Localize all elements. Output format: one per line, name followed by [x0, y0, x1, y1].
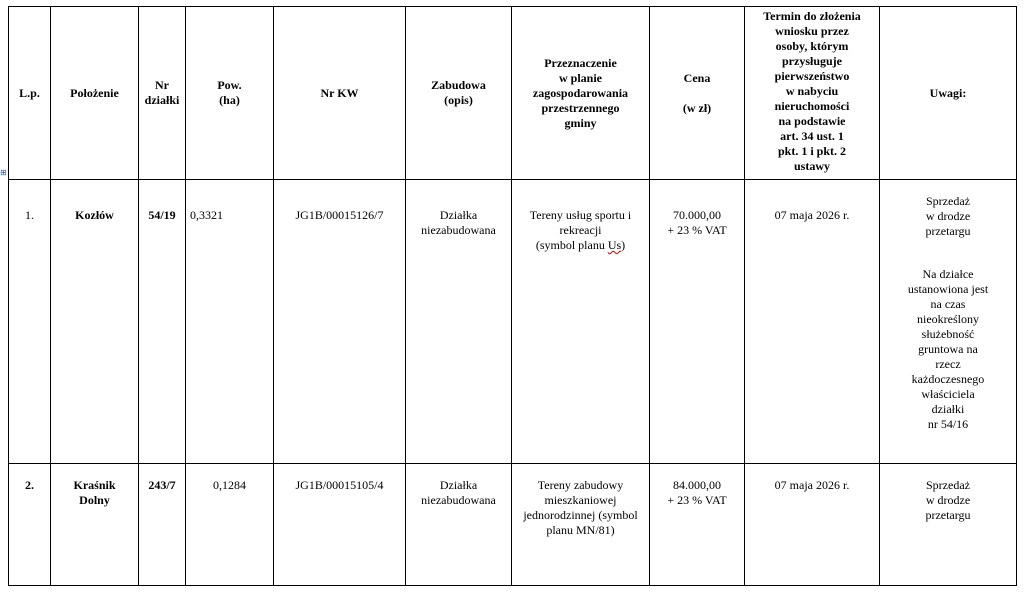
- header-termin: Termin do złożenia wniosku przez osoby, którym przysługuje pierwszeństwo w nabyciu nieruchomości na podstawie art. 34 ust. 1 pkt. 1 i pkt. 2 ustawy: [745, 7, 880, 180]
- cell-polozenie: Kozłów: [51, 180, 139, 464]
- header-przeznaczenie: Przeznaczenie w planie zagospodarowania przestrzennego gminy: [512, 7, 650, 180]
- cell-cena: 84.000,00 + 23 % VAT: [650, 464, 745, 586]
- uwagi-easement-note: Na działce ustanowiona jest na czas nieokreślony służebność gruntowa na rzecz każdoczesnego właściciela działki nr 54/16: [907, 267, 989, 431]
- header-polozenie: Położenie: [51, 7, 139, 180]
- cell-polozenie: Kraśnik Dolny: [51, 464, 139, 586]
- property-sale-table: [8, 6, 1017, 586]
- uwagi-sale-note: Sprzedaż w drodze przetargu: [925, 194, 971, 238]
- header-pow: Pow. (ha): [186, 7, 274, 180]
- przeznaczenie-text: Tereny usług sportu i rekreacji (symbol planu: [529, 208, 632, 252]
- header-uwagi: Uwagi:: [880, 7, 1017, 180]
- cell-lp: 1.: [9, 180, 51, 464]
- table-row: [9, 464, 1017, 586]
- cell-nr-dzialki: 243/7: [139, 464, 186, 586]
- cell-lp: 2.: [9, 464, 51, 586]
- cell-termin: 07 maja 2026 r.: [745, 464, 880, 586]
- cell-przeznaczenie: Tereny zabudowy mieszkaniowej jednorodzinnej (symbol planu MN/81): [512, 464, 650, 586]
- cell-pow: 0,1284: [186, 464, 274, 586]
- cell-nr-kw: JG1B/00015126/7: [274, 180, 406, 464]
- cell-uwagi: [880, 180, 1017, 464]
- table-header-row: [9, 7, 1017, 180]
- cell-uwagi: Sprzedaż w drodze przetargu: [880, 464, 1017, 586]
- table-row: [9, 180, 1017, 464]
- cell-zabudowa: Działka niezabudowana: [406, 180, 512, 464]
- spellcheck-underlined-symbol[interactable]: Us: [607, 238, 622, 252]
- uwagi-gap: [880, 239, 1016, 267]
- cell-termin: 07 maja 2026 r.: [745, 180, 880, 464]
- cell-nr-dzialki: 54/19: [139, 180, 186, 464]
- przeznaczenie-close: ): [621, 238, 626, 252]
- header-nr-dzialki: Nr działki: [139, 7, 186, 180]
- header-cena: Cena (w zł): [650, 7, 745, 180]
- header-zabudowa: Zabudowa (opis): [406, 7, 512, 180]
- cell-przeznaczenie: [512, 180, 650, 464]
- table-move-handle-icon[interactable]: ⊞: [0, 168, 7, 177]
- cell-pow: 0,3321: [186, 180, 274, 464]
- cell-nr-kw: JG1B/00015105/4: [274, 464, 406, 586]
- header-lp: L.p.: [9, 7, 51, 180]
- cell-zabudowa: Działka niezabudowana: [406, 464, 512, 586]
- cell-cena: 70.000,00 + 23 % VAT: [650, 180, 745, 464]
- header-nr-kw: Nr KW: [274, 7, 406, 180]
